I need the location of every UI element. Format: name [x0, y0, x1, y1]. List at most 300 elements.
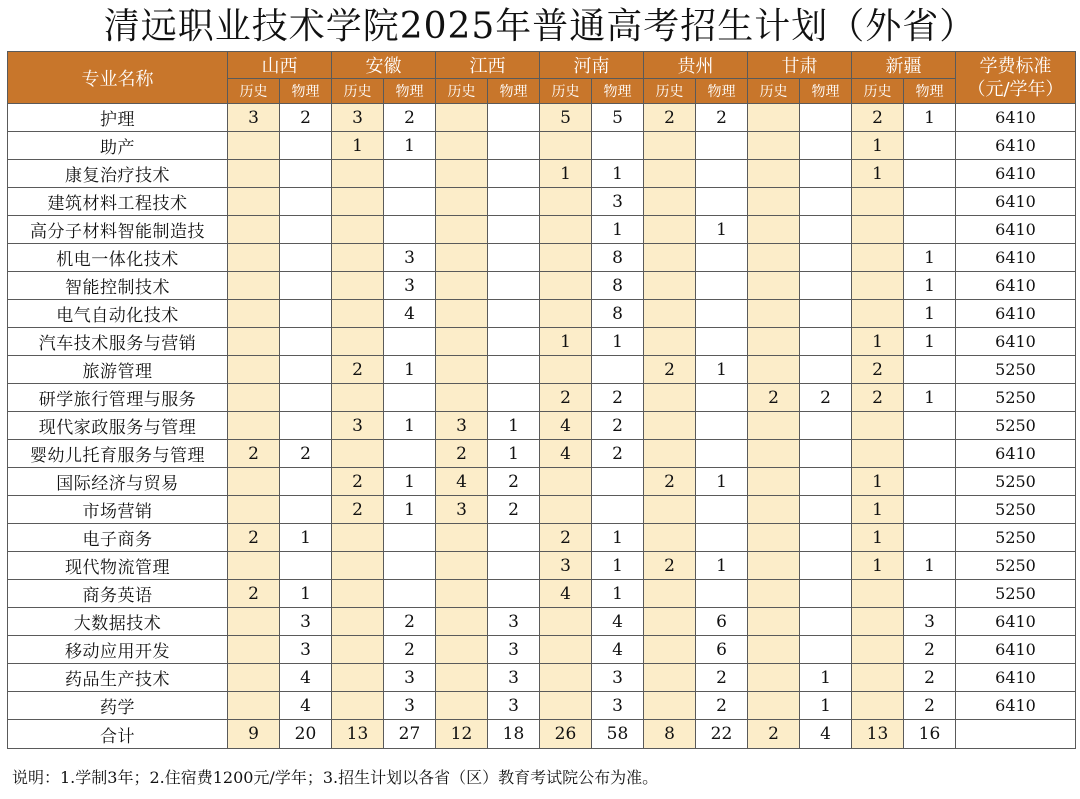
history-quota-cell: [644, 132, 696, 160]
physics-quota-cell: [800, 440, 852, 468]
history-quota-cell: 9: [228, 720, 280, 749]
history-quota-cell: [852, 412, 904, 440]
physics-quota-cell: [384, 188, 436, 216]
physics-quota-cell: 1: [592, 160, 644, 188]
history-quota-cell: [436, 328, 488, 356]
history-quota-cell: [748, 272, 800, 300]
physics-quota-cell: 27: [384, 720, 436, 749]
physics-quota-cell: [904, 412, 956, 440]
history-quota-cell: [332, 636, 384, 664]
history-quota-cell: 2: [852, 356, 904, 384]
major-name-cell: 电子商务: [8, 524, 228, 552]
history-quota-cell: [332, 272, 384, 300]
history-quota-cell: [644, 440, 696, 468]
history-quota-cell: 1: [852, 328, 904, 356]
physics-quota-cell: [696, 440, 748, 468]
history-quota-cell: [228, 356, 280, 384]
physics-quota-cell: 2: [280, 104, 332, 132]
physics-quota-cell: 1: [800, 692, 852, 720]
physics-quota-cell: [280, 468, 332, 496]
history-quota-cell: [436, 664, 488, 692]
major-name-cell: 研学旅行管理与服务: [8, 384, 228, 412]
history-quota-cell: 13: [332, 720, 384, 749]
history-quota-cell: [332, 216, 384, 244]
history-quota-cell: [748, 580, 800, 608]
history-quota-cell: [748, 188, 800, 216]
history-quota-cell: [228, 496, 280, 524]
history-quota-cell: [436, 692, 488, 720]
history-quota-cell: [748, 300, 800, 328]
history-quota-cell: 2: [644, 552, 696, 580]
history-quota-cell: 2: [748, 384, 800, 412]
physics-quota-cell: 3: [384, 664, 436, 692]
history-quota-cell: 2: [540, 384, 592, 412]
physics-quota-cell: [384, 524, 436, 552]
history-quota-cell: 3: [332, 104, 384, 132]
physics-quota-cell: 58: [592, 720, 644, 749]
physics-quota-cell: [800, 636, 852, 664]
physics-quota-cell: 3: [592, 664, 644, 692]
table-row: [8, 300, 1076, 328]
table-body: [8, 104, 1076, 749]
physics-quota-cell: [904, 468, 956, 496]
major-name-cell: 汽车技术服务与营销: [8, 328, 228, 356]
physics-quota-cell: [280, 356, 332, 384]
subject-header-physics: 物理: [696, 79, 748, 104]
physics-quota-cell: [488, 328, 540, 356]
history-quota-cell: [332, 188, 384, 216]
subject-header-history: 历史: [748, 79, 800, 104]
physics-quota-cell: [592, 496, 644, 524]
history-quota-cell: [540, 608, 592, 636]
physics-quota-cell: 1: [592, 580, 644, 608]
subject-header-history: 历史: [852, 79, 904, 104]
history-quota-cell: [748, 160, 800, 188]
history-quota-cell: [540, 300, 592, 328]
history-quota-cell: [540, 468, 592, 496]
physics-quota-cell: 4: [280, 664, 332, 692]
history-quota-cell: 2: [332, 356, 384, 384]
physics-quota-cell: [384, 216, 436, 244]
physics-quota-cell: 20: [280, 720, 332, 749]
history-quota-cell: 2: [228, 580, 280, 608]
physics-quota-cell: [696, 412, 748, 440]
history-quota-cell: [644, 216, 696, 244]
physics-quota-cell: [800, 412, 852, 440]
physics-quota-cell: 2: [696, 692, 748, 720]
table-row: [8, 580, 1076, 608]
history-quota-cell: [540, 188, 592, 216]
tuition-fee-cell: 6410: [956, 636, 1076, 664]
physics-quota-cell: 2: [904, 692, 956, 720]
physics-quota-cell: [696, 272, 748, 300]
physics-quota-cell: 8: [592, 272, 644, 300]
tuition-fee-cell: 5250: [956, 412, 1076, 440]
tuition-fee-cell: 5250: [956, 468, 1076, 496]
physics-quota-cell: 3: [384, 692, 436, 720]
table-row: [8, 524, 1076, 552]
physics-quota-cell: [904, 188, 956, 216]
physics-quota-cell: 2: [696, 104, 748, 132]
history-quota-cell: [540, 636, 592, 664]
province-header-jiangxi: 江西: [436, 52, 540, 79]
physics-quota-cell: 1: [904, 300, 956, 328]
history-quota-cell: [436, 188, 488, 216]
physics-quota-cell: [280, 412, 332, 440]
table-row: [8, 636, 1076, 664]
physics-quota-cell: [280, 216, 332, 244]
physics-quota-cell: [488, 160, 540, 188]
history-quota-cell: [436, 216, 488, 244]
physics-quota-cell: 2: [904, 636, 956, 664]
history-quota-cell: [332, 300, 384, 328]
physics-quota-cell: [904, 356, 956, 384]
enrollment-plan-table: [7, 51, 1076, 749]
physics-quota-cell: [800, 524, 852, 552]
physics-quota-cell: 3: [488, 636, 540, 664]
history-quota-cell: 2: [644, 104, 696, 132]
physics-quota-cell: [280, 188, 332, 216]
physics-quota-cell: [488, 188, 540, 216]
physics-quota-cell: 1: [904, 244, 956, 272]
table-row: [8, 412, 1076, 440]
physics-quota-cell: [488, 244, 540, 272]
history-quota-cell: [228, 132, 280, 160]
physics-quota-cell: [904, 440, 956, 468]
physics-quota-cell: 1: [904, 328, 956, 356]
physics-quota-cell: 2: [592, 412, 644, 440]
history-quota-cell: [332, 440, 384, 468]
tuition-fee-cell: 6410: [956, 188, 1076, 216]
physics-quota-cell: [800, 160, 852, 188]
physics-quota-cell: [904, 496, 956, 524]
physics-quota-cell: 3: [488, 692, 540, 720]
history-quota-cell: [852, 272, 904, 300]
major-name-cell: 智能控制技术: [8, 272, 228, 300]
history-quota-cell: [748, 468, 800, 496]
history-quota-cell: [748, 524, 800, 552]
history-quota-cell: 2: [748, 720, 800, 749]
physics-quota-cell: [696, 524, 748, 552]
history-quota-cell: 4: [540, 580, 592, 608]
history-quota-cell: [748, 664, 800, 692]
physics-quota-cell: [904, 216, 956, 244]
history-quota-cell: [436, 608, 488, 636]
physics-quota-cell: [800, 216, 852, 244]
history-quota-cell: [332, 244, 384, 272]
physics-quota-cell: [280, 244, 332, 272]
physics-quota-cell: 6: [696, 608, 748, 636]
history-quota-cell: [540, 692, 592, 720]
subject-header-physics: 物理: [384, 79, 436, 104]
history-quota-cell: 5: [540, 104, 592, 132]
table-row: [8, 468, 1076, 496]
physics-quota-cell: [800, 272, 852, 300]
physics-quota-cell: [800, 104, 852, 132]
history-quota-cell: [228, 160, 280, 188]
history-quota-cell: [436, 356, 488, 384]
physics-quota-cell: [800, 608, 852, 636]
physics-quota-cell: 1: [488, 440, 540, 468]
history-quota-cell: 2: [644, 356, 696, 384]
physics-quota-cell: [488, 132, 540, 160]
physics-quota-cell: [592, 356, 644, 384]
physics-quota-cell: [280, 328, 332, 356]
history-quota-cell: 1: [852, 524, 904, 552]
physics-quota-cell: 3: [904, 608, 956, 636]
history-quota-cell: [540, 132, 592, 160]
tuition-fee-cell: 6410: [956, 132, 1076, 160]
history-quota-cell: [540, 356, 592, 384]
tuition-fee-cell: 6410: [956, 300, 1076, 328]
history-quota-cell: [644, 272, 696, 300]
physics-quota-cell: 1: [904, 104, 956, 132]
table-row: [8, 216, 1076, 244]
history-quota-cell: [332, 384, 384, 412]
major-name-cell: 婴幼儿托育服务与管理: [8, 440, 228, 468]
history-quota-cell: [540, 216, 592, 244]
physics-quota-cell: [280, 160, 332, 188]
history-quota-cell: 2: [332, 468, 384, 496]
province-header-henan: 河南: [540, 52, 644, 79]
history-quota-cell: [644, 412, 696, 440]
physics-quota-cell: 1: [696, 468, 748, 496]
physics-quota-cell: [384, 384, 436, 412]
physics-quota-cell: [904, 524, 956, 552]
subject-header-physics: 物理: [592, 79, 644, 104]
physics-quota-cell: 1: [280, 580, 332, 608]
total-row: [8, 720, 1076, 749]
fee-header-line2: （元/学年）: [967, 78, 1064, 100]
subject-header-physics: 物理: [280, 79, 332, 104]
history-quota-cell: [228, 244, 280, 272]
physics-quota-cell: [280, 132, 332, 160]
physics-quota-cell: 1: [904, 384, 956, 412]
history-quota-cell: 8: [644, 720, 696, 749]
physics-quota-cell: 3: [592, 188, 644, 216]
history-quota-cell: [748, 440, 800, 468]
physics-quota-cell: [280, 272, 332, 300]
history-quota-cell: [748, 636, 800, 664]
physics-quota-cell: [800, 580, 852, 608]
history-quota-cell: 1: [540, 328, 592, 356]
history-quota-cell: 1: [332, 132, 384, 160]
history-quota-cell: 1: [852, 132, 904, 160]
physics-quota-cell: [592, 132, 644, 160]
history-quota-cell: [644, 188, 696, 216]
history-quota-cell: [332, 664, 384, 692]
physics-quota-cell: 18: [488, 720, 540, 749]
history-quota-cell: [748, 552, 800, 580]
tuition-fee-cell: 5250: [956, 384, 1076, 412]
subject-header-history: 历史: [540, 79, 592, 104]
major-name-cell: 电气自动化技术: [8, 300, 228, 328]
history-quota-cell: 4: [540, 412, 592, 440]
province-header-xinjiang: 新疆: [852, 52, 956, 79]
table-row: [8, 384, 1076, 412]
history-quota-cell: [748, 328, 800, 356]
history-quota-cell: [852, 692, 904, 720]
physics-quota-cell: [800, 132, 852, 160]
tuition-fee-cell: 6410: [956, 244, 1076, 272]
history-quota-cell: [748, 356, 800, 384]
history-quota-cell: [748, 692, 800, 720]
history-quota-cell: [852, 216, 904, 244]
tuition-fee-cell: 5250: [956, 552, 1076, 580]
history-quota-cell: [644, 664, 696, 692]
tuition-fee-cell: 6410: [956, 272, 1076, 300]
subject-header-physics: 物理: [904, 79, 956, 104]
physics-quota-cell: 4: [592, 608, 644, 636]
physics-quota-cell: 8: [592, 300, 644, 328]
history-quota-cell: [852, 440, 904, 468]
history-quota-cell: [852, 244, 904, 272]
physics-quota-cell: 16: [904, 720, 956, 749]
physics-quota-cell: 2: [280, 440, 332, 468]
tuition-fee-cell: 6410: [956, 160, 1076, 188]
history-quota-cell: [228, 272, 280, 300]
major-name-cell: 高分子材料智能制造技: [8, 216, 228, 244]
tuition-fee-cell: 5250: [956, 496, 1076, 524]
physics-quota-cell: [384, 160, 436, 188]
physics-quota-cell: [800, 188, 852, 216]
physics-quota-cell: [592, 468, 644, 496]
table-row: [8, 552, 1076, 580]
header-row-provinces: [8, 52, 1076, 79]
physics-quota-cell: [696, 160, 748, 188]
history-quota-cell: 3: [436, 496, 488, 524]
physics-quota-cell: 2: [488, 468, 540, 496]
history-quota-cell: 2: [332, 496, 384, 524]
history-quota-cell: [644, 328, 696, 356]
physics-quota-cell: 1: [384, 468, 436, 496]
history-quota-cell: [228, 328, 280, 356]
history-quota-cell: [228, 664, 280, 692]
table-row: [8, 496, 1076, 524]
tuition-fee-cell: 6410: [956, 104, 1076, 132]
history-quota-cell: 2: [228, 440, 280, 468]
table-row: [8, 440, 1076, 468]
physics-quota-cell: [696, 132, 748, 160]
history-quota-cell: [436, 524, 488, 552]
major-name-cell: 国际经济与贸易: [8, 468, 228, 496]
history-quota-cell: 3: [332, 412, 384, 440]
physics-quota-cell: 4: [800, 720, 852, 749]
history-quota-cell: 13: [852, 720, 904, 749]
physics-quota-cell: 2: [592, 440, 644, 468]
physics-quota-cell: 1: [384, 496, 436, 524]
history-quota-cell: [644, 496, 696, 524]
physics-quota-cell: 5: [592, 104, 644, 132]
physics-quota-cell: 1: [696, 216, 748, 244]
physics-quota-cell: [280, 552, 332, 580]
history-quota-cell: [436, 636, 488, 664]
history-quota-cell: [228, 384, 280, 412]
physics-quota-cell: 1: [384, 356, 436, 384]
history-quota-cell: [644, 384, 696, 412]
table-row: [8, 160, 1076, 188]
major-name-cell: 市场营销: [8, 496, 228, 524]
physics-quota-cell: [696, 188, 748, 216]
history-quota-cell: [228, 188, 280, 216]
major-name-cell: 药学: [8, 692, 228, 720]
physics-quota-cell: [800, 328, 852, 356]
physics-quota-cell: 3: [280, 608, 332, 636]
history-quota-cell: [228, 412, 280, 440]
physics-quota-cell: 2: [384, 104, 436, 132]
physics-quota-cell: [280, 300, 332, 328]
physics-quota-cell: [488, 104, 540, 132]
physics-quota-cell: [488, 384, 540, 412]
physics-quota-cell: [800, 356, 852, 384]
history-quota-cell: [332, 580, 384, 608]
physics-quota-cell: [800, 468, 852, 496]
history-quota-cell: 2: [852, 104, 904, 132]
history-quota-cell: [748, 216, 800, 244]
history-quota-cell: 2: [540, 524, 592, 552]
tuition-fee-cell: 6410: [956, 328, 1076, 356]
physics-quota-cell: [280, 384, 332, 412]
physics-quota-cell: 1: [592, 216, 644, 244]
physics-quota-cell: 22: [696, 720, 748, 749]
history-quota-cell: [748, 608, 800, 636]
total-label: 合计: [8, 720, 228, 749]
province-header-anhui: 安徽: [332, 52, 436, 79]
history-quota-cell: [644, 580, 696, 608]
history-quota-cell: [852, 636, 904, 664]
history-quota-cell: [748, 244, 800, 272]
physics-quota-cell: 1: [280, 524, 332, 552]
physics-quota-cell: 2: [488, 496, 540, 524]
major-name-cell: 大数据技术: [8, 608, 228, 636]
tuition-fee-cell: 6410: [956, 608, 1076, 636]
physics-quota-cell: 1: [384, 132, 436, 160]
physics-quota-cell: [280, 496, 332, 524]
physics-quota-cell: 4: [592, 636, 644, 664]
history-quota-cell: [228, 608, 280, 636]
physics-quota-cell: 2: [384, 608, 436, 636]
history-quota-cell: [644, 636, 696, 664]
history-quota-cell: [228, 636, 280, 664]
history-quota-cell: [644, 692, 696, 720]
major-name-cell: 助产: [8, 132, 228, 160]
physics-quota-cell: 1: [904, 272, 956, 300]
physics-quota-cell: [696, 244, 748, 272]
physics-quota-cell: 2: [696, 664, 748, 692]
physics-quota-cell: [384, 328, 436, 356]
physics-quota-cell: [904, 580, 956, 608]
history-quota-cell: [748, 496, 800, 524]
physics-quota-cell: 4: [280, 692, 332, 720]
physics-quota-cell: 3: [384, 272, 436, 300]
table-row: [8, 664, 1076, 692]
physics-quota-cell: [800, 552, 852, 580]
history-quota-cell: 1: [852, 468, 904, 496]
history-quota-cell: [852, 580, 904, 608]
table-row: [8, 356, 1076, 384]
physics-quota-cell: 2: [904, 664, 956, 692]
history-quota-cell: 2: [644, 468, 696, 496]
physics-quota-cell: 1: [384, 412, 436, 440]
major-name-cell: 机电一体化技术: [8, 244, 228, 272]
physics-quota-cell: 1: [592, 328, 644, 356]
history-quota-cell: [852, 188, 904, 216]
tuition-fee-cell: 6410: [956, 216, 1076, 244]
physics-quota-cell: 1: [800, 664, 852, 692]
major-name-cell: 护理: [8, 104, 228, 132]
province-header-guizhou: 贵州: [644, 52, 748, 79]
history-quota-cell: [748, 412, 800, 440]
